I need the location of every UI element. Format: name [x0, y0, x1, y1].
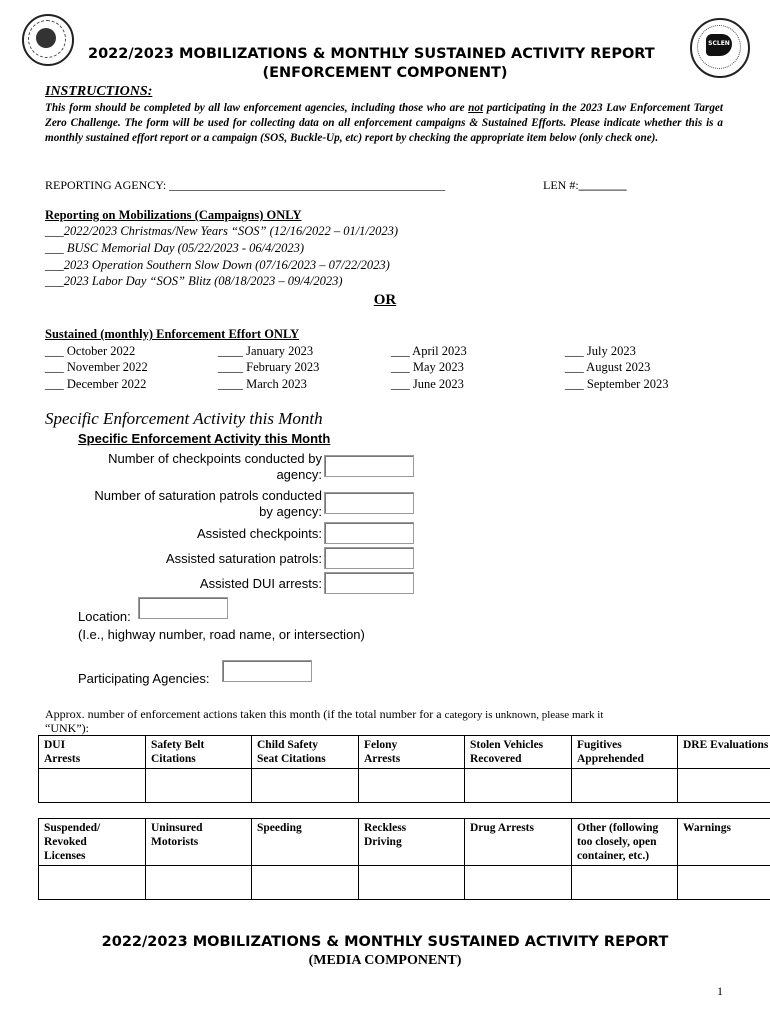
enforcement-note — [45, 707, 603, 722]
saturation-label-line1: Number of saturation patrols conducted — [94, 488, 322, 503]
saturation-patrols-label — [60, 488, 322, 520]
header-speeding: Speeding — [252, 819, 359, 866]
mobilization-option[interactable]: ___2022/2023 Christmas/New Years “SOS” (12/16/2022 – 01/1/2023) — [45, 224, 399, 238]
enforcement-note-small: category is unknown, please mark it — [444, 709, 604, 721]
table-cell-input[interactable] — [678, 769, 770, 803]
checkpoints-label-line1: Number of checkpoints conducted by — [108, 451, 322, 466]
enforcement-table-1 — [38, 735, 770, 803]
month-option[interactable]: ___ August 2023 — [565, 360, 651, 374]
month-option[interactable]: ____ February 2023 — [218, 360, 320, 374]
left-agency-seal — [22, 14, 74, 66]
instructions-text-part1: This form should be completed by all law enforcement agencies, including those who are — [45, 102, 469, 114]
assisted-checkpoints-label: Assisted checkpoints: — [196, 526, 322, 541]
assisted-dui-input[interactable] — [324, 572, 414, 594]
report-title: 2022/2023 MOBILIZATIONS & MONTHLY SUSTAINED ACTIVITY REPORT — [88, 46, 655, 62]
header-dre-evaluations: DRE Evaluations — [678, 736, 770, 769]
header-stolen-vehicles-recovered: Stolen Vehicles Recovered — [465, 736, 572, 769]
month-option[interactable]: ___ June 2023 — [391, 377, 464, 391]
checkpoints-label-line2: agency: — [276, 467, 322, 482]
instructions-emphasis: not — [468, 102, 484, 114]
location-input[interactable] — [138, 597, 228, 619]
table-cell-input[interactable] — [252, 769, 359, 803]
header-suspended-revoked-licenses: Suspended/ Revoked Licenses — [39, 819, 146, 866]
table-header-row — [39, 736, 770, 769]
len-number-field[interactable] — [543, 178, 627, 193]
header-other: Other (following too closely, open container, etc.) — [572, 819, 678, 866]
table-cell-input[interactable] — [146, 769, 252, 803]
assisted-saturation-label: Assisted saturation patrols: — [165, 551, 322, 566]
header-felony-arrests: Felony Arrests — [359, 736, 465, 769]
table-cell-input[interactable] — [465, 866, 572, 900]
table-input-row — [39, 866, 770, 900]
header-drug-arrests: Drug Arrests — [465, 819, 572, 866]
location-hint: (I.e., highway number, road name, or intersection) — [78, 627, 365, 642]
table-cell-input[interactable] — [678, 866, 770, 900]
mobilization-option[interactable]: ___ BUSC Memorial Day (05/22/2023 - 06/4/2023) — [45, 241, 305, 255]
saturation-label-line2: by agency: — [259, 504, 322, 519]
assisted-checkpoints-input[interactable] — [324, 522, 414, 544]
month-option[interactable]: ____ January 2023 — [218, 344, 314, 358]
report-subtitle: (ENFORCEMENT COMPONENT) — [262, 65, 508, 81]
header-child-safety-seat-citations: Child Safety Seat Citations — [252, 736, 359, 769]
header-dui-arrests: DUI Arrests — [39, 736, 146, 769]
left-seal-emblem — [36, 28, 56, 48]
enforcement-note-main: Approx. number of enforcement actions taken this month (if the total number for a — [45, 707, 445, 721]
month-option[interactable]: ___ May 2023 — [391, 360, 464, 374]
activity-heading-bold: Specific Enforcement Activity this Month — [78, 431, 331, 446]
assisted-saturation-input[interactable] — [324, 547, 414, 569]
month-option[interactable]: ___ September 2023 — [565, 377, 669, 391]
table-input-row — [39, 769, 770, 803]
len-label: LEN #: — [543, 178, 579, 192]
month-option[interactable]: ___ April 2023 — [391, 344, 467, 358]
mobilization-option[interactable]: ___2023 Labor Day “SOS” Blitz (08/18/2023 – 09/4/2023) — [45, 274, 343, 288]
saturation-patrols-input[interactable] — [324, 492, 414, 514]
reporting-agency-field[interactable]: REPORTING AGENCY: ______________________________________________ — [45, 178, 446, 192]
checkpoints-input[interactable] — [324, 455, 414, 477]
media-title: 2022/2023 MOBILIZATIONS & MONTHLY SUSTAINED ACTIVITY REPORT — [101, 934, 669, 950]
enforcement-note-unk: “UNK”): — [45, 721, 89, 735]
month-option[interactable]: ___ December 2022 — [45, 377, 147, 391]
month-option[interactable]: ___ October 2022 — [45, 344, 136, 358]
header-warnings: Warnings — [678, 819, 770, 866]
instructions-text — [45, 101, 723, 146]
header-safety-belt-citations: Safety Belt Citations — [146, 736, 252, 769]
mobilizations-heading: Reporting on Mobilizations (Campaigns) ONLY — [45, 208, 302, 222]
table-header-row — [39, 819, 770, 866]
month-option[interactable]: ___ July 2023 — [565, 344, 636, 358]
right-seal-label: SCLEN — [708, 40, 730, 47]
table-cell-input[interactable] — [252, 866, 359, 900]
header-reckless-driving: Reckless Driving — [359, 819, 465, 866]
checkpoints-label — [60, 451, 322, 483]
table-cell-input[interactable] — [39, 769, 146, 803]
instructions-heading: INSTRUCTIONS: — [45, 84, 153, 99]
table-cell-input[interactable] — [572, 769, 678, 803]
header-uninsured-motorists: Uninsured Motorists — [146, 819, 252, 866]
or-divider: OR — [373, 292, 397, 308]
assisted-dui-label: Assisted DUI arrests: — [199, 576, 322, 591]
sustained-heading: Sustained (monthly) Enforcement Effort ONLY — [45, 327, 300, 341]
media-subtitle: (MEDIA COMPONENT) — [308, 953, 462, 968]
table-cell-input[interactable] — [359, 866, 465, 900]
table-cell-input[interactable] — [146, 866, 252, 900]
month-option[interactable]: ____ March 2023 — [218, 377, 307, 391]
table-cell-input[interactable] — [39, 866, 146, 900]
len-blank: ________ — [578, 178, 627, 192]
table-cell-input[interactable] — [359, 769, 465, 803]
month-option[interactable]: ___ November 2022 — [45, 360, 148, 374]
table-cell-input[interactable] — [572, 866, 678, 900]
mobilization-option[interactable]: ___2023 Operation Southern Slow Down (07/16/2023 – 07/22/2023) — [45, 258, 390, 272]
table-cell-input[interactable] — [465, 769, 572, 803]
location-label: Location: — [78, 609, 131, 624]
header-fugitives-apprehended: Fugitives Apprehended — [572, 736, 678, 769]
instructions-text-part2: participating in the 2023 Law Enforcement Target Zero Challenge. The form will be used for collecting data on all enforcement campaigns & Sustained Efforts. Please indicate whether this is a monthly sustained effort report or a campaign (SOS, Buckle-Up, etc) report by checking the appropriate item below (only check one). — [45, 102, 723, 144]
activity-heading-italic: Specific Enforcement Activity this Month — [45, 409, 323, 428]
participating-agencies-input[interactable] — [222, 660, 312, 682]
participating-agencies-label: Participating Agencies: — [78, 671, 210, 686]
enforcement-table-2 — [38, 818, 770, 900]
page-number: 1 — [717, 984, 723, 998]
